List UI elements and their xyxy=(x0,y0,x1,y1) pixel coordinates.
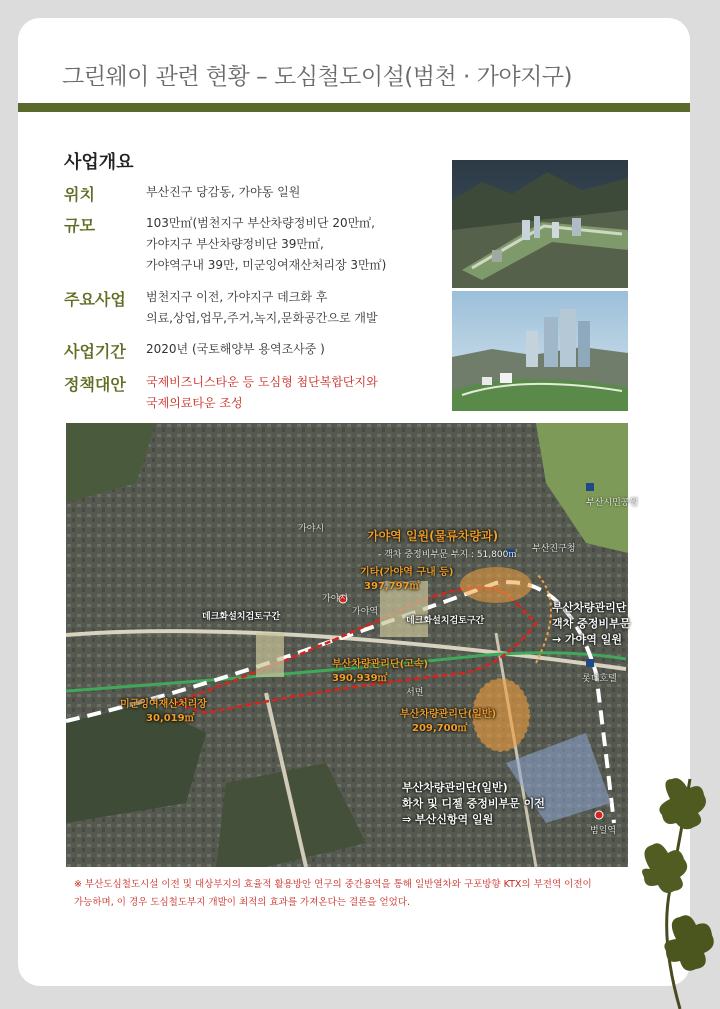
beomil-station: 범일역 xyxy=(590,826,617,836)
move-line-3: ⇒ 부산신항역 일원 xyxy=(402,813,494,826)
relocation-line-1: 부산차량관리단 xyxy=(552,601,627,614)
info-policy xyxy=(64,372,378,414)
info-line: 가야역구내 39만, 미군잉여재산처리장 3만㎡) xyxy=(146,258,387,272)
gaya-area-label: 가야시 xyxy=(322,594,349,604)
info-business-value xyxy=(146,287,378,329)
city-rendering-photo-2 xyxy=(452,291,628,411)
gaya-area-subtitle: - 객차 중정비부문 부지 : 51,800㎡ xyxy=(378,550,518,560)
ivy-leaf-decoration xyxy=(610,779,720,1009)
mgmt-general-label: 부산차량관리단(일반) xyxy=(400,709,497,720)
citizen-park: 부산시민공원 xyxy=(586,498,639,508)
info-line: 103만㎡(범천지구 부산차량정비단 20만㎡, xyxy=(146,216,375,230)
info-business xyxy=(64,287,378,329)
army-surplus-area: 30,019㎡ xyxy=(146,713,195,724)
info-scale-value xyxy=(146,213,386,276)
lotte-hotel: 롯데호텔 xyxy=(582,674,617,684)
title-divider xyxy=(18,103,690,112)
page-title: 그린웨이 관련 현황 – 도심철도이설(범천 · 가야지구) xyxy=(62,64,572,90)
busanjin-gu-office: 부산진구청 xyxy=(532,544,576,554)
army-surplus-label: 미군잉여재산처리장 xyxy=(120,699,207,710)
mgmt-high-area: 390,939㎡ xyxy=(332,673,388,684)
info-period-value xyxy=(146,339,325,362)
info-policy-label: 정책대안 xyxy=(64,375,126,394)
gaya-station-name: 가야역 xyxy=(352,607,379,617)
relocation-line-3: → 가야역 일원 xyxy=(552,633,623,646)
info-line: 가야지구 부산차량정비단 39만㎡, xyxy=(146,237,324,251)
info-line: 2020년 (국토해양부 용역조사중 ) xyxy=(146,342,325,356)
info-line: 국제비즈니스타운 등 도심형 첨단복합단지와 xyxy=(146,375,378,389)
mgmt-general-area: 209,700㎡ xyxy=(412,723,468,734)
info-line: 부산진구 당감동, 가야동 일원 xyxy=(146,185,301,199)
seomyeon-label: 서면 xyxy=(406,688,424,698)
info-period xyxy=(64,339,325,362)
info-scale-label: 규모 xyxy=(64,216,95,235)
deck-right-label: 데크화설치검토구간 xyxy=(406,616,485,626)
aerial-rendering-photo-1 xyxy=(452,160,628,288)
info-line: 국제의료타운 조성 xyxy=(146,396,243,410)
move-line-1: 부산차량관리단(일반) xyxy=(402,781,508,794)
gaya-district-label: 가야시 xyxy=(298,524,325,534)
info-scale xyxy=(64,213,386,276)
footnote: ※ 부산도심철도시설 이전 및 대상부지의 효율적 활용방안 연구의 중간용역을 통해 일반열차와 구포방향 KTX의 부전역 이전이 가능하며, 이 경우 도심철도부지 개발이 최적의 효과를 가져온다는 결론을 얻었다. xyxy=(74,879,592,908)
info-line: 의료,상업,업무,주거,녹지,문화공간으로 개발 xyxy=(146,311,378,325)
info-location-label: 위치 xyxy=(64,185,95,204)
gaya-station-label: 기타(가야역 구내 등) xyxy=(360,567,454,578)
mgmt-high-label: 부산차량관리단(고속) xyxy=(332,659,429,670)
deck-left-label: 데크화설치검토구간 xyxy=(202,612,281,622)
relocation-line-2: 객차 중정비부문 xyxy=(552,617,631,630)
info-policy-value xyxy=(146,372,378,414)
gaya-station-area: 397,797㎡ xyxy=(364,581,420,592)
section-heading: 사업개요 xyxy=(64,152,134,173)
aerial-site-map xyxy=(66,423,639,867)
info-period-label: 사업기간 xyxy=(64,342,126,361)
info-location xyxy=(64,182,300,205)
info-business-label: 주요사업 xyxy=(64,290,126,309)
gaya-area-title: 가야역 일원(물류차량과) xyxy=(367,529,499,543)
info-line: 범천지구 이전, 가야지구 데크화 후 xyxy=(146,290,328,304)
move-line-2: 화차 및 디젤 중정비부문 이전 xyxy=(402,797,545,810)
info-location-value xyxy=(146,182,300,205)
